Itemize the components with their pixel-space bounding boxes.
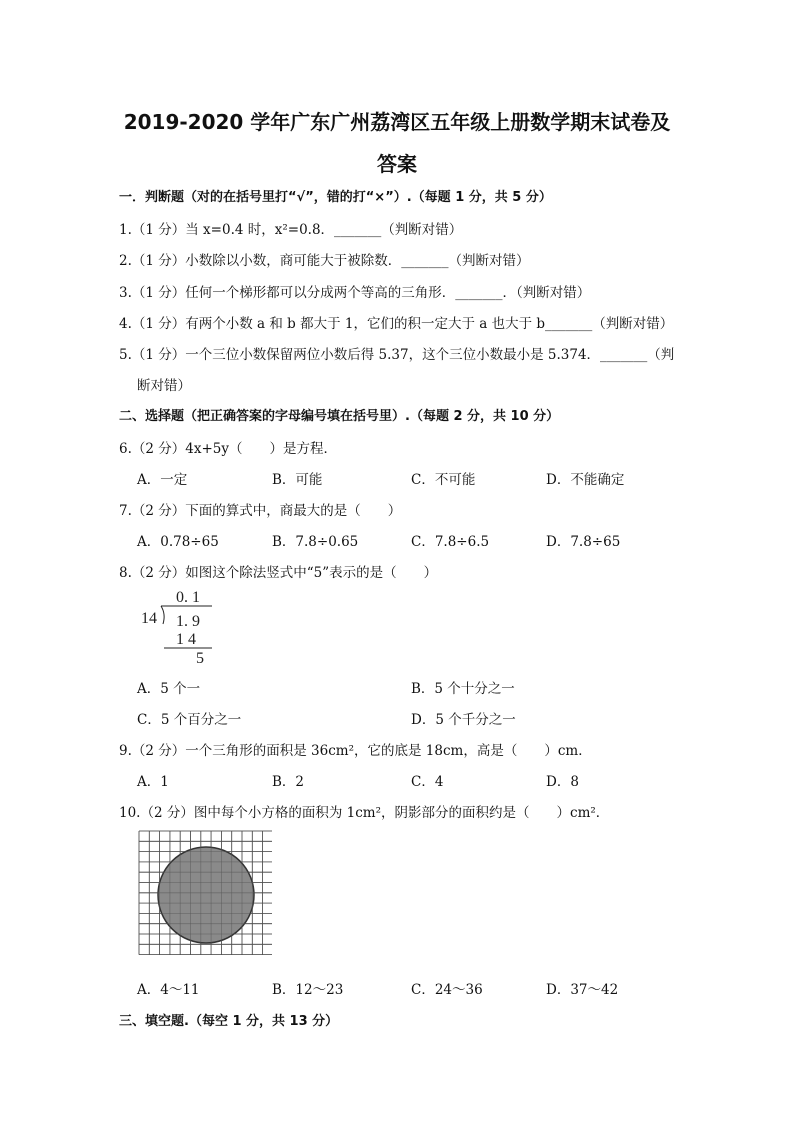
question-6-option-c[interactable]: C．不可能 — [411, 472, 476, 488]
question-8: 8.（2 分）如图这个除法竖式中“5”表示的是（ ） — [119, 565, 438, 581]
question-7: 7.（2 分）下面的算式中，商最大的是（ ） — [119, 503, 402, 519]
question-10-option-d[interactable]: D．37～42 — [546, 982, 619, 998]
question-6-option-d[interactable]: D．不能确定 — [546, 472, 625, 488]
division-bracket — [161, 606, 164, 624]
question-10: 10.（2 分）图中每个小方格的面积为 1cm²，阴影部分的面积约是（ ）cm²． — [119, 805, 610, 821]
division-divisor: 14 — [141, 610, 157, 627]
question-3: 3.（1 分）任何一个梯形都可以分成两个等高的三角形．_______．（判断对错） — [119, 285, 591, 301]
question-6-option-b[interactable]: B．可能 — [272, 472, 323, 488]
grid-circle-figure — [138, 830, 272, 960]
question-7-option-c[interactable]: C．7.8÷6.5 — [411, 534, 490, 550]
question-1: 1.（1 分）当 x=0.4 时，x²=0.8．_______（判断对错） — [119, 222, 463, 238]
question-6: 6.（2 分）4x+5y（ ）是方程． — [119, 441, 337, 457]
question-7-option-d[interactable]: D．7.8÷65 — [546, 534, 621, 550]
question-5-line-1: 5.（1 分）一个三位小数保留两位小数后得 5.37，这个三位小数最小是 5.374．_______（判 — [119, 347, 675, 363]
question-7-option-b[interactable]: B．7.8÷0.65 — [272, 534, 359, 550]
question-4: 4.（1 分）有两个小数 a 和 b 都大于 1，它们的积一定大于 a 也大于 b_______（判断对错） — [119, 316, 674, 332]
question-9-option-d[interactable]: D．8 — [546, 774, 579, 790]
long-division-figure — [140, 588, 220, 666]
section-judgement-heading: 一．判断题（对的在括号里打“√”，错的打“×”）.（每题 1 分，共 5 分） — [119, 190, 552, 205]
division-product: 1 4 — [176, 631, 196, 648]
document-title-line-2: 答案 — [377, 152, 417, 176]
question-9-option-b[interactable]: B．2 — [272, 774, 305, 790]
question-8-option-a[interactable]: A．5 个一 — [137, 681, 201, 697]
question-10-option-a[interactable]: A．4～11 — [137, 982, 200, 998]
question-8-option-d[interactable]: D．5 个千分之一 — [411, 712, 516, 728]
division-quotient: 0. 1 — [176, 589, 200, 606]
question-8-option-c[interactable]: C．5 个百分之一 — [137, 712, 242, 728]
division-remainder: 5 — [196, 650, 204, 666]
question-9-option-a[interactable]: A．1 — [137, 774, 169, 790]
document-title-line-1: 2019-2020 学年广东广州荔湾区五年级上册数学期末试卷及 — [123, 110, 671, 134]
question-6-option-a[interactable]: A．一定 — [137, 472, 188, 488]
section-fill-blank-heading: 三、填空题.（每空 1 分，共 13 分） — [119, 1014, 339, 1029]
question-7-option-a[interactable]: A．0.78÷65 — [137, 534, 219, 550]
question-5-line-2: 断对错） — [137, 378, 191, 394]
division-dividend: 1. 9 — [176, 613, 200, 630]
question-9: 9.（2 分）一个三角形的面积是 36cm²，它的底是 18cm，高是（ ）cm． — [119, 743, 592, 759]
question-10-option-b[interactable]: B．12～23 — [272, 982, 344, 998]
question-10-option-c[interactable]: C．24～36 — [411, 982, 483, 998]
question-9-option-c[interactable]: C．4 — [411, 774, 444, 790]
question-8-option-b[interactable]: B．5 个十分之一 — [411, 681, 515, 697]
question-2: 2.（1 分）小数除以小数，商可能大于被除数．_______（判断对错） — [119, 253, 530, 269]
shaded-circle — [158, 847, 254, 943]
section-choice-heading: 二、选择题（把正确答案的字母编号填在括号里）.（每题 2 分，共 10 分） — [119, 409, 560, 424]
